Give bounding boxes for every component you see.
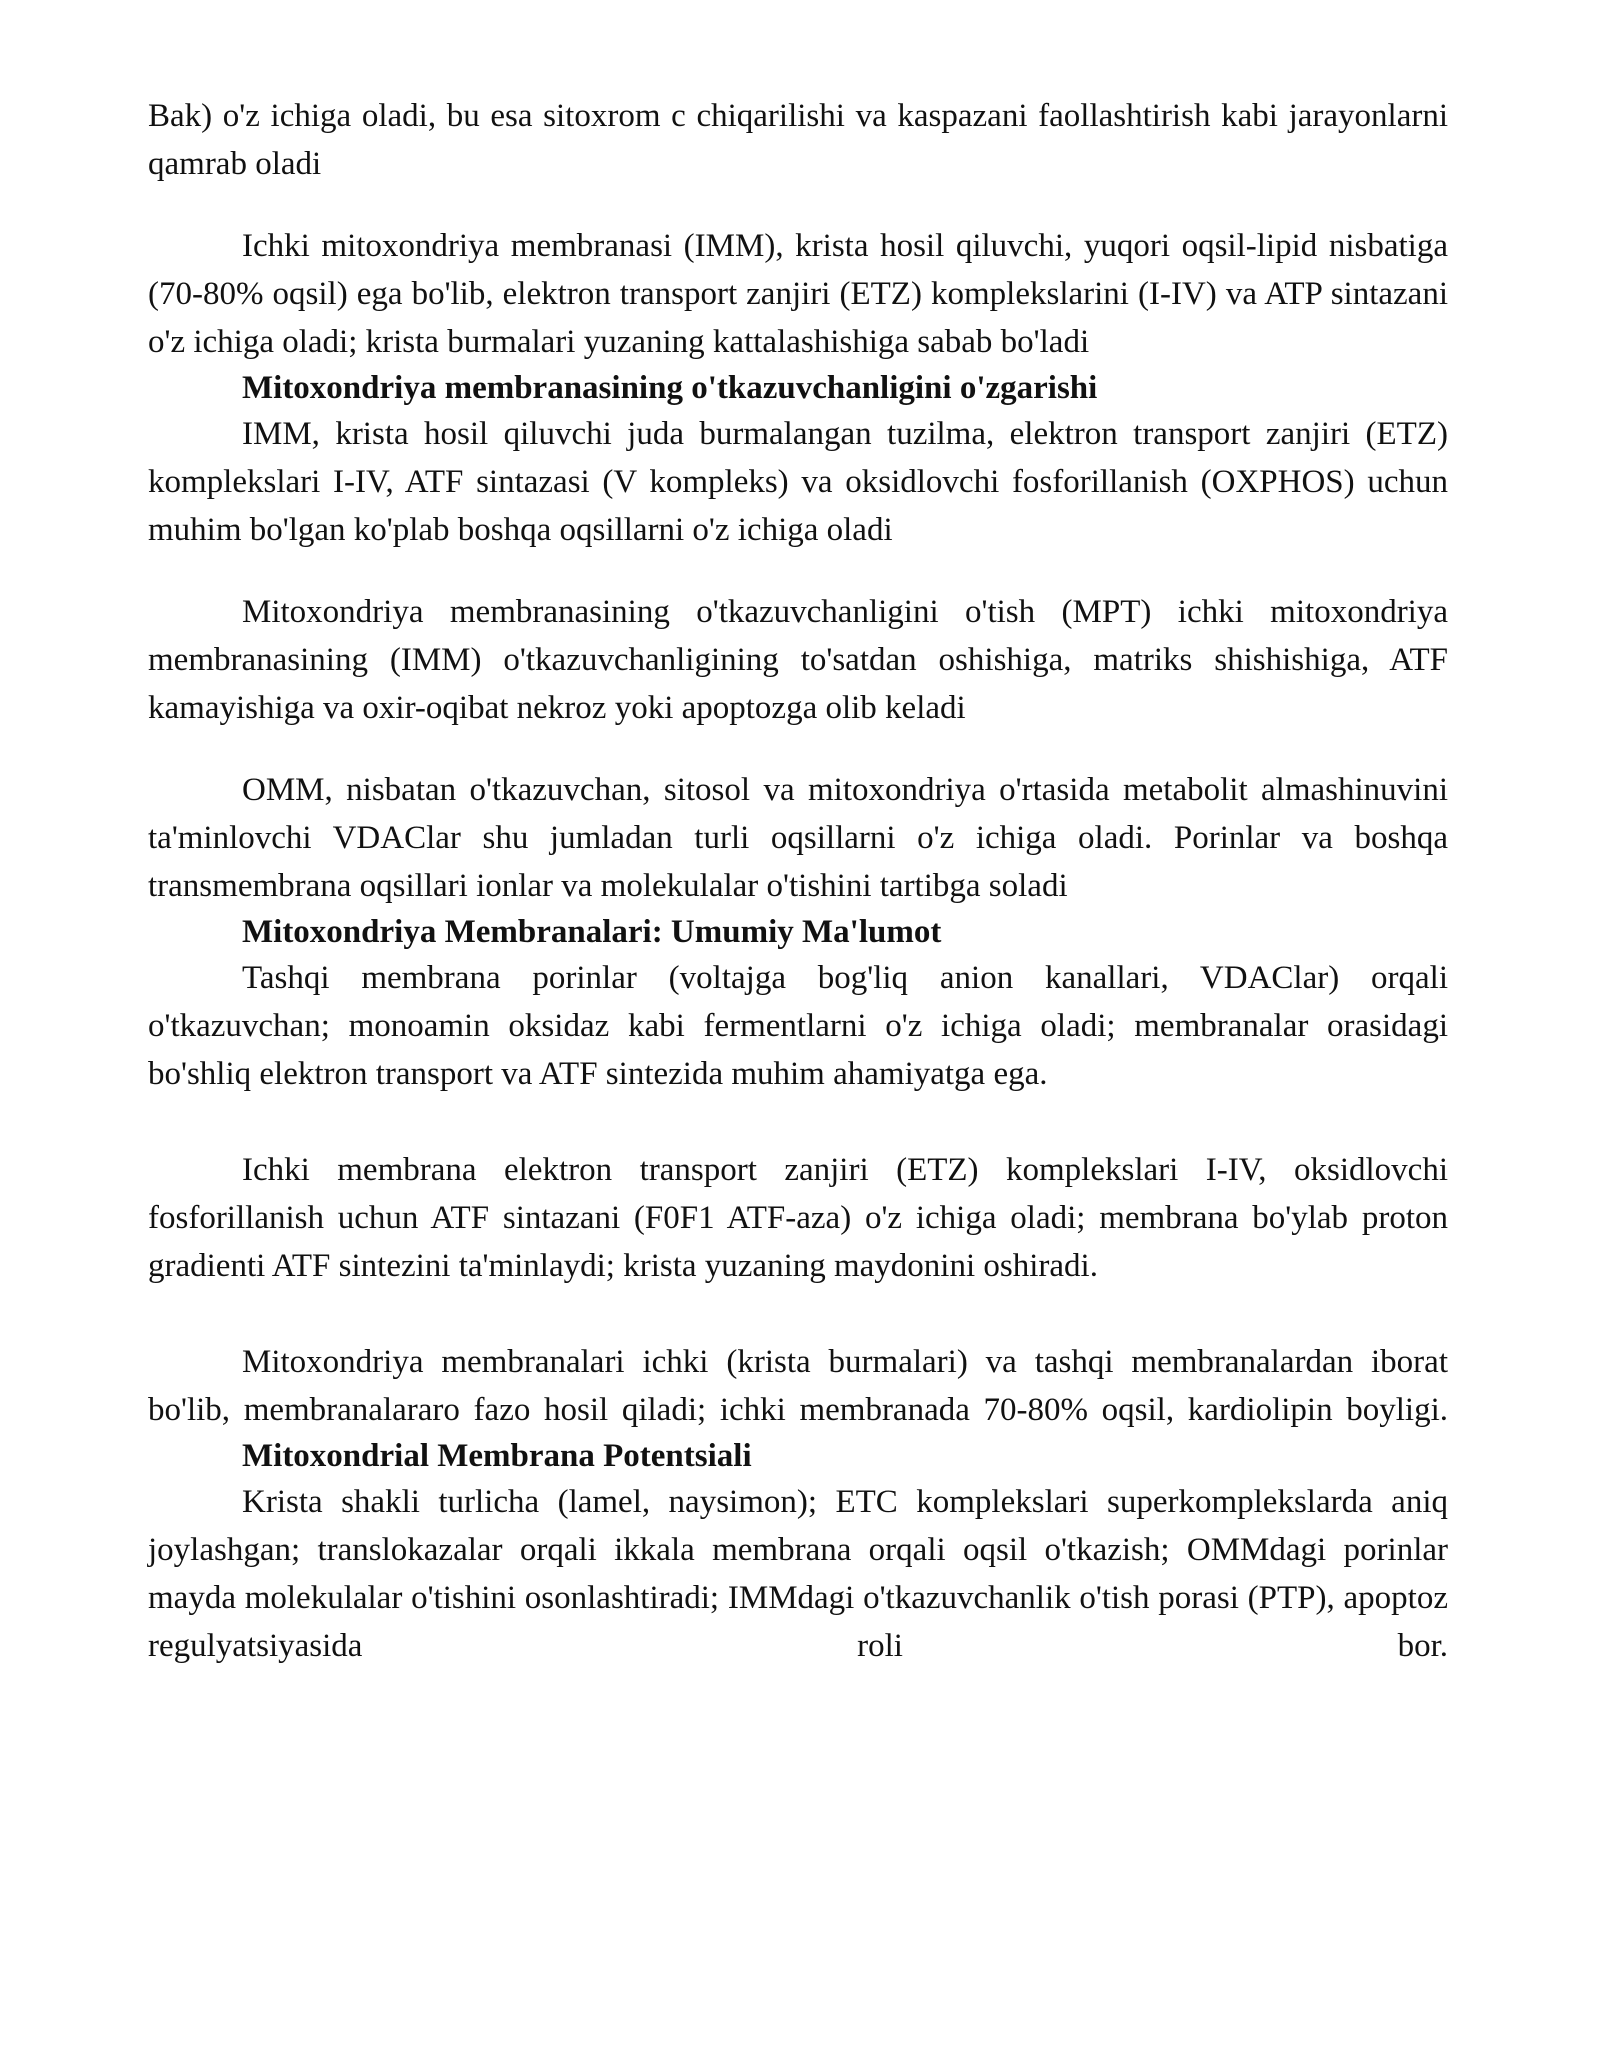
paragraph-membranes-composition: Mitoxondriya membranalari ichki (krista burmalari) va tashqi membranalardan iborat bo'lib, membranalararo fazo hosil qiladi; ichki membranada 70-80% oqsil, kardiolipin boyligi. — [148, 1344, 1448, 1428]
paragraph-cytochrome-release: Bak) o'z ichiga oladi, bu esa sitoxrom c chiqarilishi va kaspazani faollashtirish kabi jarayonlarni qamrab oladi — [148, 98, 1448, 182]
paragraph-omm: OMM, nisbatan o'tkazuvchan, sitosol va mitoxondriya o'rtasida metabolit almashinuvini ta'minlovchi VDAClar shu jumladan turli oqsillarni o'z ichiga oladi. Porinlar va boshqa transmembrana oqsillari ionlar va molekulalar o'tishini tartibga soladi — [148, 772, 1448, 904]
paragraph-inner-membrane-structure: Ichki mitoxondriya membranasi (IMM), krista hosil qiluvchi, yuqori oqsil-lipid nisbatiga (70-80% oqsil) ega bo'lib, elektron transport zanjiri (ETZ) komplekslarini (I-IV) va ATP sintazani o'z ichiga oladi; krista burmalari yuzaning kattalashishiga sabab bo'ladi — [148, 228, 1448, 360]
paragraph-imm-complexes: IMM, krista hosil qiluvchi juda burmalangan tuzilma, elektron transport zanjiri (ETZ) komplekslari I-IV, ATF sintazasi (V kompleks) va oksidlovchi fosforillanish (OXPHOS) uchun muhim bo'lgan ko'plab boshqa oqsillarni o'z ichiga oladi — [148, 416, 1448, 548]
paragraph-inner-membrane-etz: Ichki membrana elektron transport zanjiri (ETZ) komplekslari I-IV, oksidlovchi fosforillanish uchun ATF sintazani (F0F1 ATF-aza) o'z ichiga oladi; membrana bo'ylab proton gradienti ATF sintezini ta'minlaydi; krista yuzaning maydonini oshiradi. — [148, 1152, 1448, 1284]
document-page — [148, 92, 1448, 1670]
paragraph-crista-shape: Krista shakli turlicha (lamel, naysimon); ETC komplekslari superkomplekslarda aniq joylashgan; translokazalar orqali ikkala membrana orqali oqsil o'tkazish; OMMdagi porinlar mayda molekulalar o'tishini osonlashtiradi; IMMdagi o'tkazuvchanlik o'tish porasi (PTP), apoptoz regulyatsiyasida roli bor. — [148, 1484, 1448, 1664]
paragraph-mpt: Mitoxondriya membranasining o'tkazuvchanligini o'tish (MPT) ichki mitoxondriya membranasining (IMM) o'tkazuvchanligining to'satdan oshishiga, matriks shishishiga, ATF kamayishiga va oxir-oqibat nekroz yoki apoptozga olib keladi — [148, 594, 1448, 726]
heading-membrane-potential: Mitoxondrial Membrana Potentsiali — [242, 1438, 752, 1474]
heading-membrane-permeability: Mitoxondriya membranasining o'tkazuvchanligini o'zgarishi — [242, 370, 1098, 406]
paragraph-outer-membrane: Tashqi membrana porinlar (voltajga bog'liq anion kanallari, VDAClar) orqali o'tkazuvchan; monoamin oksidaz kabi fermentlarni o'z ichiga oladi; membranalar orasidagi bo'shliq elektron transport va ATF sintezida muhim ahamiyatga ega. — [148, 960, 1448, 1092]
heading-membranes-overview: Mitoxondriya Membranalari: Umumiy Ma'lumot — [242, 914, 942, 950]
